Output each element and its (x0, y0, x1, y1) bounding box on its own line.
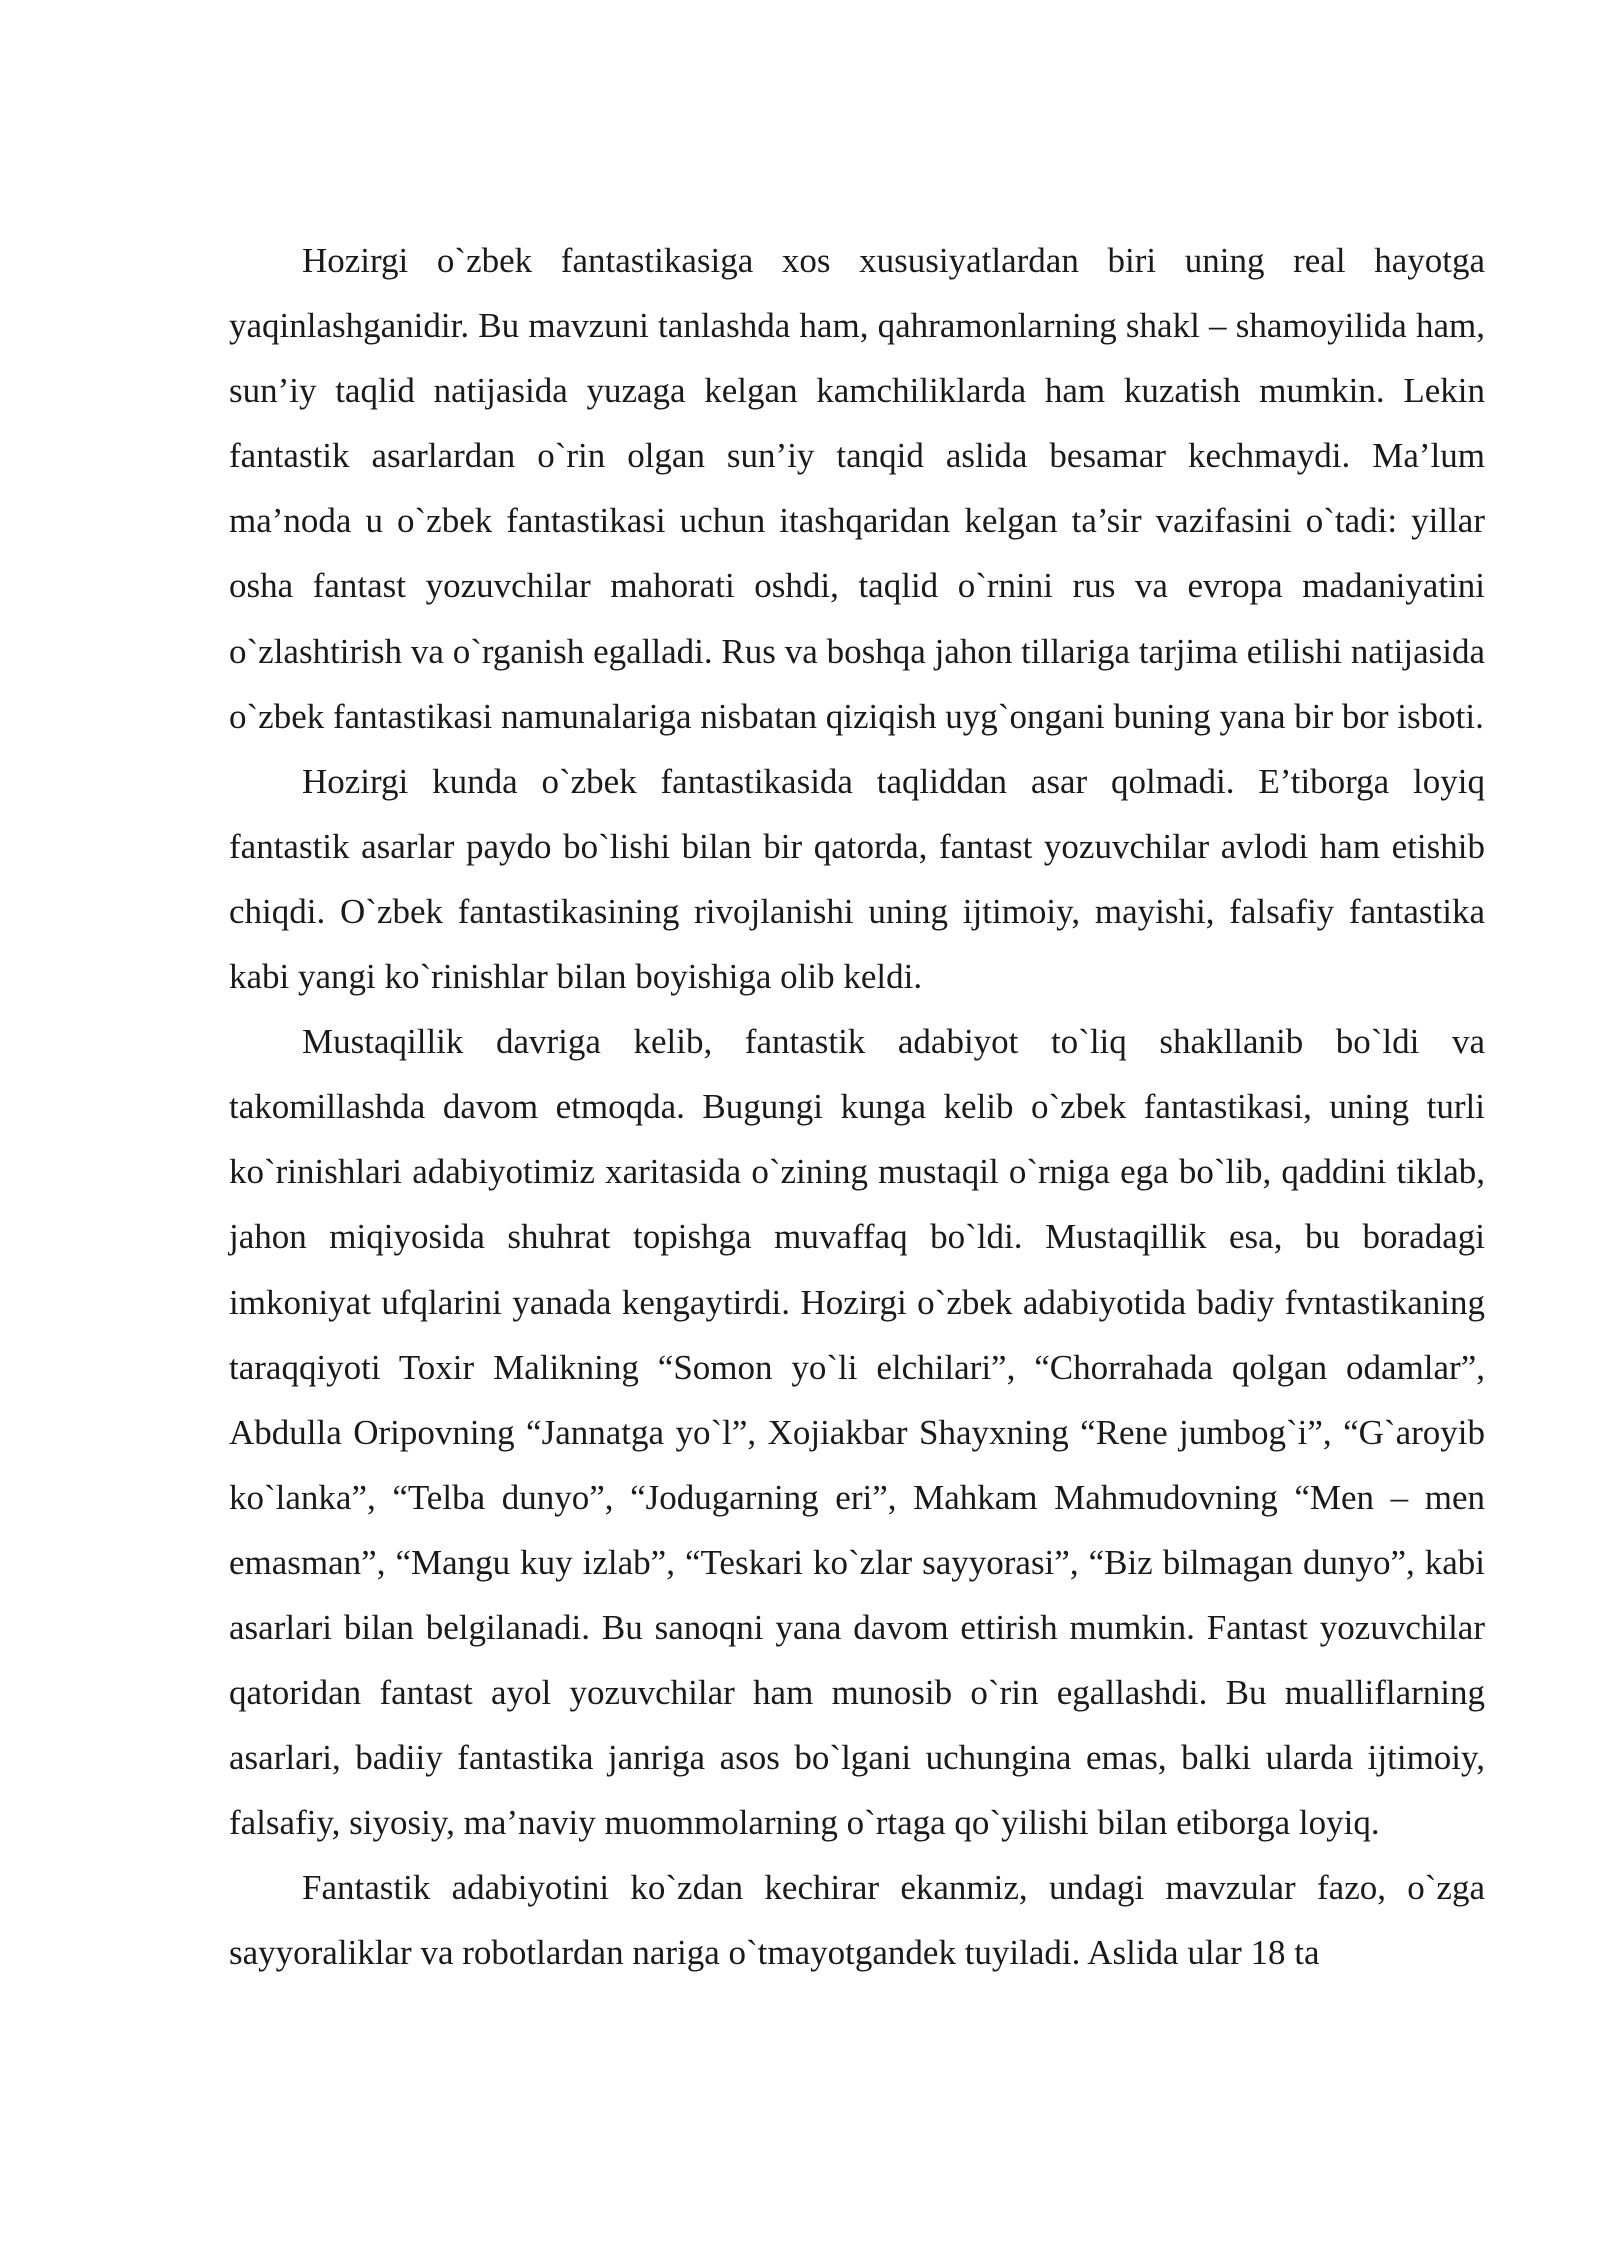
paragraph-1: Hozirgi o`zbek fantastikasiga xos xususiyatlardan biri uning real hayotga yaqinlashganidir. Bu mavzuni tanlashda ham, qahramonlarning shakl – shamoyilida ham, sun’iy taqlid natijasida yuzaga kelgan kamchiliklarda ham kuzatish mumkin. Lekin fantastik asarlardan o`rin olgan sun’iy tanqid aslida besamar kechmaydi. Ma’lum ma’noda u o`zbek fantastikasi uchun itashqaridan kelgan ta’sir vazifasini o`tadi: yillar osha fantast yozuvchilar mahorati oshdi, taqlid o`rnini rus va evropa madaniyatini o`zlashtirish va o`rganish egalladi. Rus va boshqa jahon tillariga tarjima etilishi natijasida o`zbek fantastikasi namunalariga nisbatan qiziqish uyg`ongani buning yana bir bor isboti. (229, 241, 1485, 736)
paragraph-2: Hozirgi kunda o`zbek fantastikasida taqliddan asar qolmadi. E’tiborga loyiq fantastik asarlar paydo bo`lishi bilan bir qatorda, fantast yozuvchilar avlodi ham etishib chiqdi. O`zbek fantastikasining rivojlanishi uning ijtimoiy, mayishi, falsafiy fantastika kabi yangi ko`rinishlar bilan boyishiga olib keldi. (229, 761, 1485, 997)
document-page (229, 228, 1485, 1986)
paragraph-3: Mustaqillik davriga kelib, fantastik adabiyot to`liq shakllanib bo`ldi va takomillashda davom etmoqda. Bugungi kunga kelib o`zbek fantastikasi, uning turli ko`rinishlari adabiyotimiz xaritasida o`zining mustaqil o`rniga ega bo`lib, qaddini tiklab, jahon miqiyosida shuhrat topishga muvaffaq bo`ldi. Mustaqillik esa, bu boradagi imkoniyat ufqlarini yanada kengaytirdi. Hozirgi o`zbek adabiyotida badiy fvntastikaning taraqqiyoti Toxir Malikning “Somon yo`li elchilari”, “Chorrahada qolgan odamlar”, Abdulla Oripovning “Jannatga yo`l”, Xojiakbar Shayxning “Rene jumbog`i”, “G`aroyib ko`lanka”, “Telba dunyo”, “Jodugarning eri”, Mahkam Mahmudovning “Men – men emasman”, “Mangu kuy izlab”, “Teskari ko`zlar sayyorasi”, “Biz bilmagan dunyo”, kabi asarlari bilan belgilanadi. Bu sanoqni yana davom ettirish mumkin. Fantast yozuvchilar qatoridan fantast ayol yozuvchilar ham munosib o`rin egallashdi. Bu mualliflarning asarlari, badiiy fantastika janriga asos bo`lgani uchungina emas, balki ularda ijtimoiy, falsafiy, siyosiy, ma’naviy muommolarning o`rtaga qo`yilishi bilan etiborga loyiq. (229, 1022, 1485, 1843)
paragraph-4: Fantastik adabiyotini ko`zdan kechirar ekanmiz, undagi mavzular fazo, o`zga sayyoraliklar va robotlardan nariga o`tmayotgandek tuyiladi. Aslida ular 18 ta (229, 1868, 1485, 1973)
